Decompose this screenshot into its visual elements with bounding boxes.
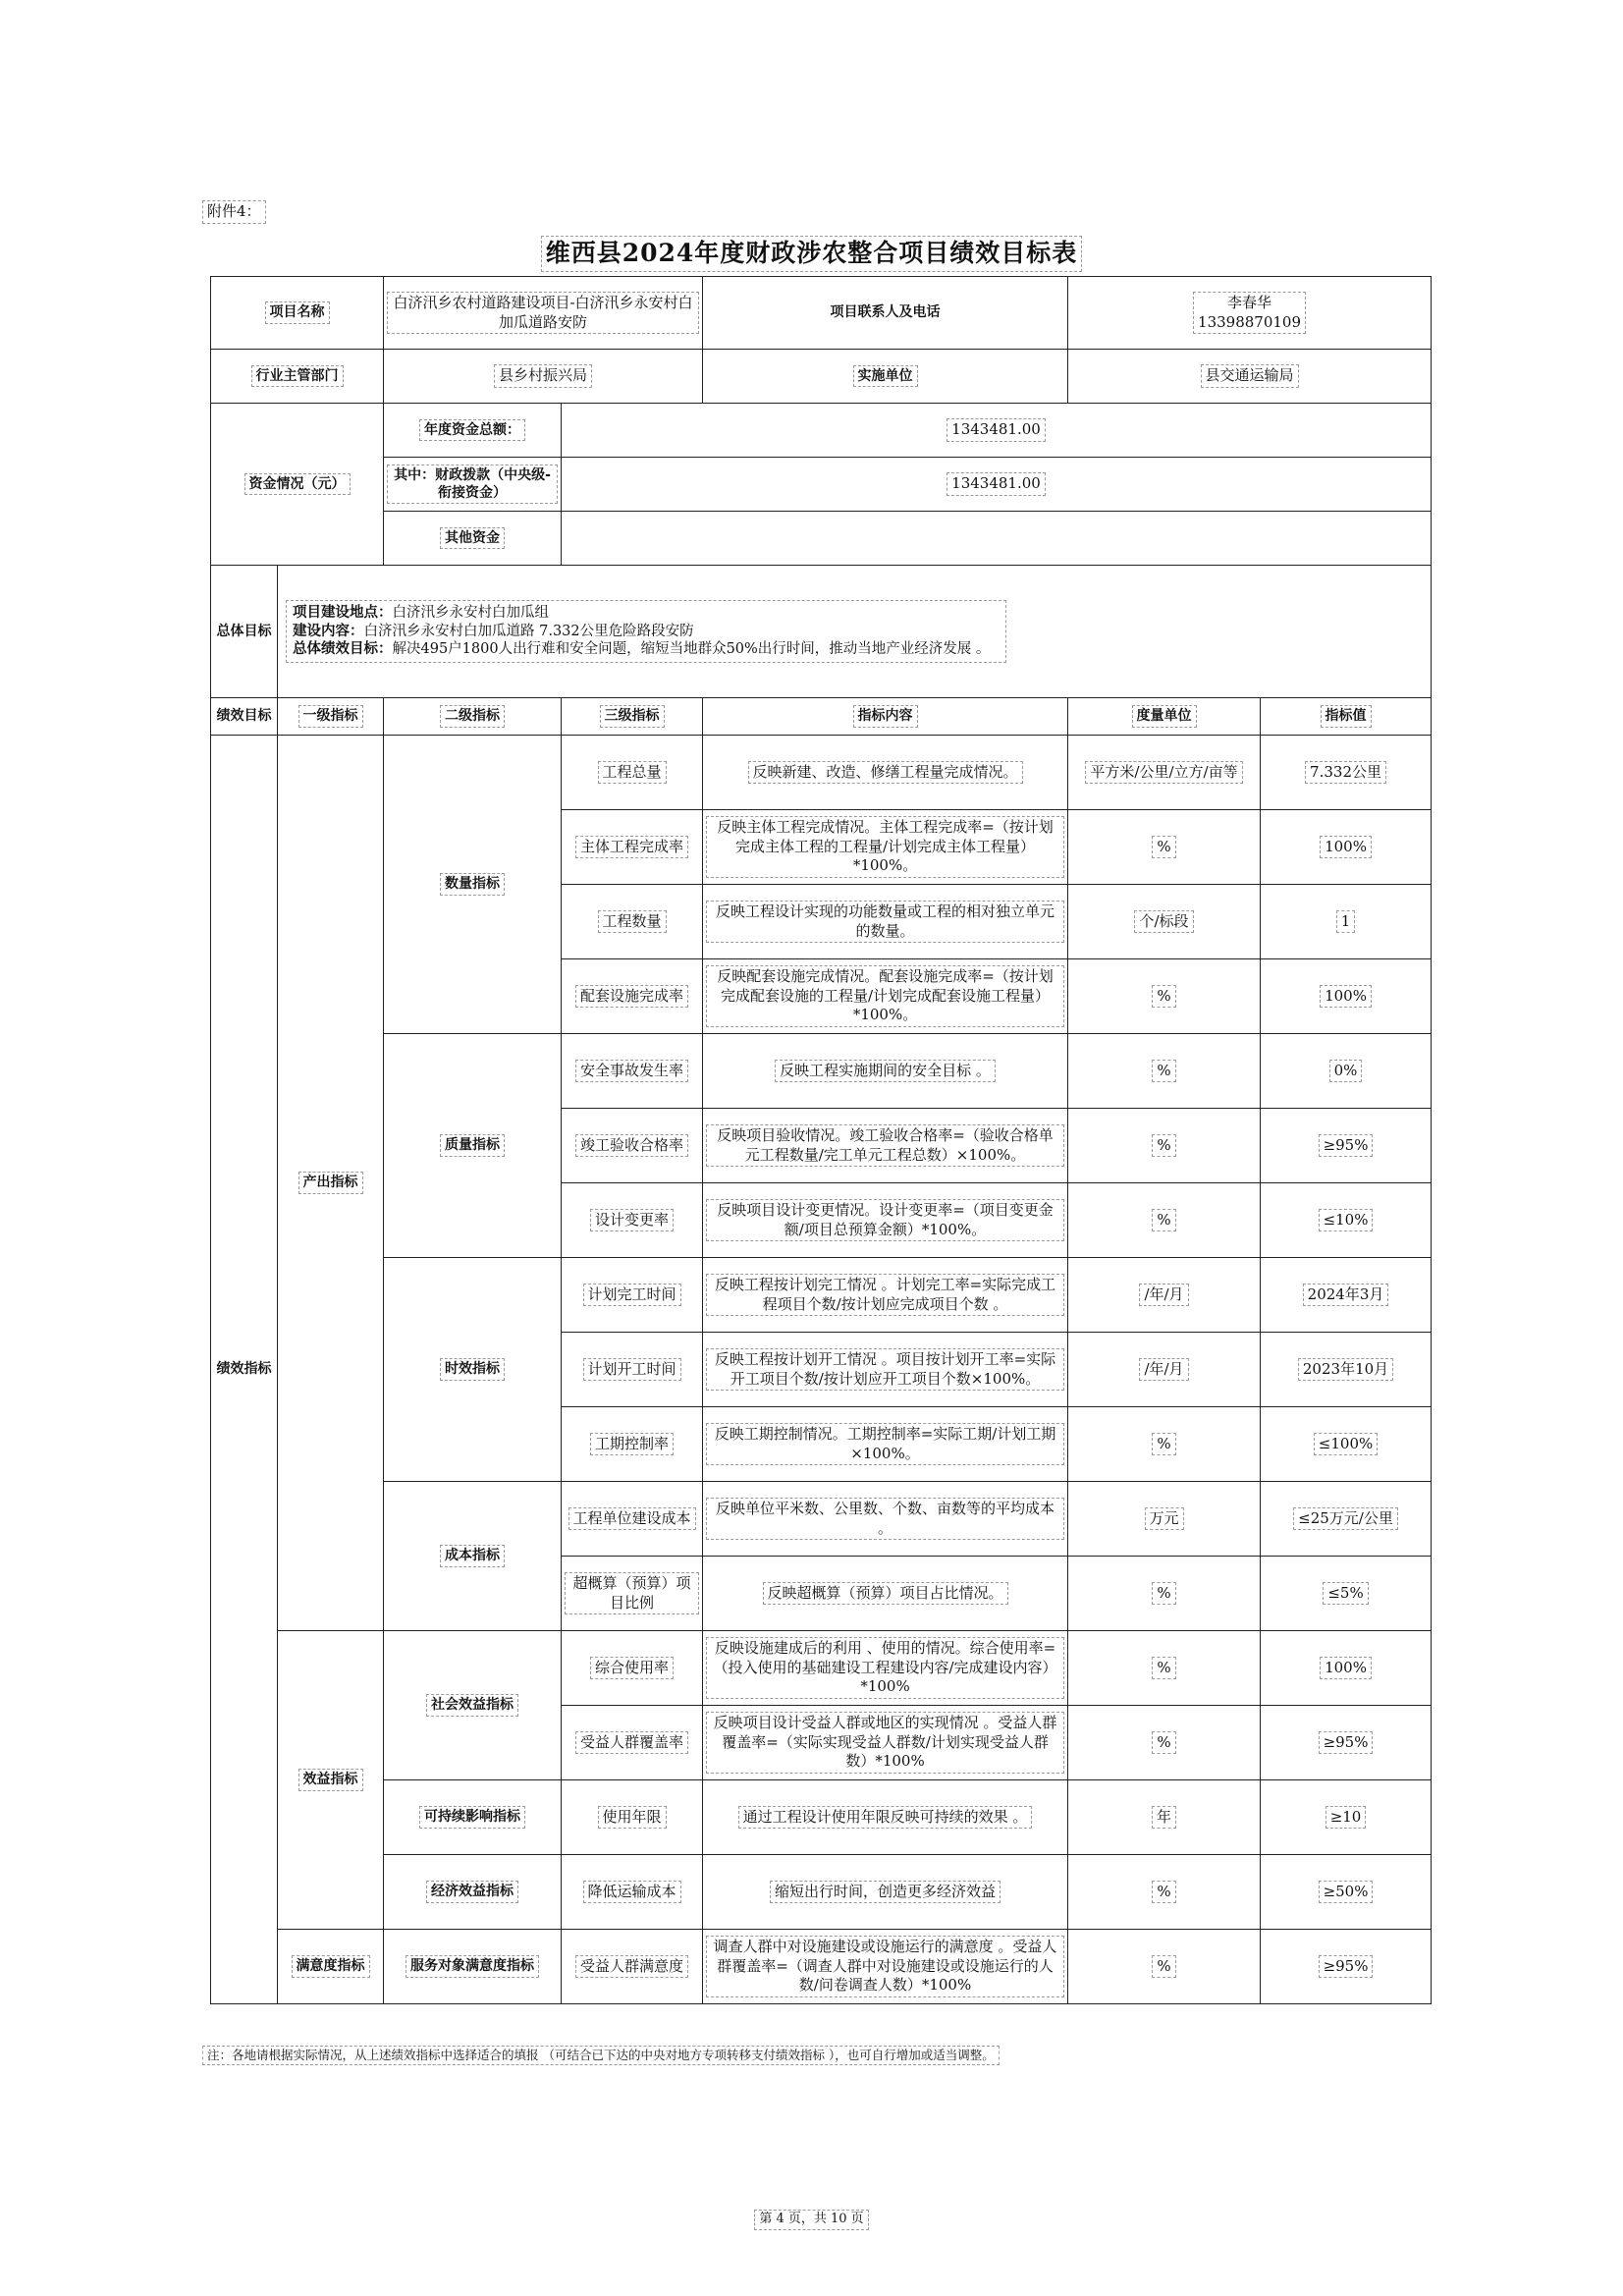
- funds-fiscal-label: 其中：财政拨款（中央级-衔接资金）: [387, 465, 558, 504]
- row-unit: %: [1152, 1433, 1175, 1456]
- row-unit: 平方米/公里/立方/亩等: [1085, 761, 1242, 785]
- header-col4: 指标内容: [853, 705, 918, 727]
- funds-other-row: [211, 512, 1432, 566]
- content-line: 建设内容：白济汛乡永安村白加瓜道路 7.332公里危险路段安防: [293, 623, 694, 639]
- project-name-value: 白济汛乡农村道路建设项目-白济汛乡永安村白加瓜道路安防: [387, 292, 699, 334]
- row-unit: %: [1152, 1731, 1175, 1755]
- table-row: [211, 1780, 1432, 1855]
- row-content: 反映超概算（预算）项目占比情况。: [763, 1582, 1008, 1606]
- project-name-label: 项目名称: [265, 301, 330, 323]
- header-col2: 二级指标: [440, 705, 505, 727]
- contact-label: 项目联系人及电话: [830, 304, 941, 321]
- table-row: [211, 1034, 1432, 1109]
- row-value: 2023年10月: [1298, 1358, 1393, 1382]
- location-line: 项目建设地点：白济汛乡永安村白加瓜组: [293, 604, 549, 621]
- table-row: [211, 1258, 1432, 1333]
- row-content: 反映主体工程完成情况。主体工程完成率=（按计划完成主体工程的工程量/计划完成主体工程量）*100%。: [706, 816, 1064, 878]
- row-unit: %: [1152, 1134, 1175, 1158]
- row-value: 100%: [1320, 985, 1372, 1009]
- header-row: [211, 698, 1432, 736]
- row-name: 主体工程完成率: [575, 836, 688, 859]
- row-content: 反映项目验收情况。竣工验收合格率=（验收合格单元工程数量/完工单元工程总数）×100%。: [706, 1124, 1064, 1167]
- dept-value: 县乡村振兴局: [494, 364, 592, 388]
- row-unit: 年: [1152, 1806, 1176, 1830]
- row-unit: %: [1152, 985, 1175, 1009]
- row-unit: /年/月: [1139, 1284, 1188, 1307]
- table-row: [211, 1631, 1432, 1706]
- perf-label: 绩效指标: [211, 736, 278, 2004]
- overall-goal-row: [211, 566, 1432, 698]
- row-name: 竣工验收合格率: [575, 1134, 688, 1158]
- header-col3: 三级指标: [600, 705, 665, 727]
- header-col1: 一级指标: [298, 705, 363, 727]
- row-content: 反映工程实施期间的安全目标 。: [775, 1060, 996, 1083]
- funds-other-label: 其他资金: [440, 527, 505, 549]
- page-title: 维西县2024年度财政涉农整合项目绩效目标表: [0, 236, 1623, 272]
- table-row: [211, 1482, 1432, 1557]
- funds-fiscal-row: [211, 458, 1432, 512]
- dept-row: [211, 350, 1432, 404]
- row-value: 100%: [1320, 1657, 1372, 1680]
- row-content: 缩短出行时间，创造更多经济效益: [770, 1881, 1001, 1904]
- row-value: 7.332公里: [1305, 761, 1386, 785]
- funds-total-label: 年度资金总额：: [419, 419, 525, 441]
- row-name: 计划开工时间: [583, 1358, 681, 1382]
- row-value: 1: [1336, 910, 1356, 934]
- row-unit: %: [1152, 1955, 1175, 1979]
- row-content: 反映工程设计实现的功能数量或工程的相对独立单元的数量。: [706, 901, 1064, 943]
- table-row: [211, 736, 1432, 810]
- page-number: 第 4 页，共 10 页: [0, 2210, 1623, 2230]
- row-value: ≤25万元/公里: [1293, 1507, 1398, 1531]
- funds-label: 资金情况（元）: [244, 473, 351, 495]
- level1-benefit: 效益指标: [298, 1769, 363, 1790]
- table-row: [211, 1855, 1432, 1930]
- row-name: 降低运输成本: [583, 1881, 681, 1904]
- row-unit: 个/标段: [1134, 910, 1193, 934]
- row-name: 超概算（预算）项目比例: [565, 1572, 699, 1614]
- level2-quality: 质量指标: [440, 1134, 505, 1156]
- row-name: 计划完工时间: [583, 1284, 681, 1307]
- row-value: ≥50%: [1319, 1881, 1374, 1904]
- goal-line: 总体绩效目标：解决495户1800人出行难和安全问题，缩短当地群众50%出行时间，推动当地产业经济发展 。: [293, 641, 991, 658]
- row-content: 通过工程设计使用年限反映可持续的效果 。: [738, 1806, 1033, 1830]
- level2-quantity: 数量指标: [440, 873, 505, 895]
- impl-label: 实施单位: [853, 365, 918, 387]
- funds-fiscal-value: 1343481.00: [947, 472, 1046, 496]
- row-name: 工期控制率: [590, 1433, 674, 1456]
- row-value: ≥95%: [1319, 1955, 1374, 1979]
- funds-other-value: [562, 512, 1432, 566]
- row-name: 受益人群覆盖率: [575, 1731, 688, 1755]
- level2-timeliness: 时效指标: [440, 1358, 505, 1380]
- row-value: ≥10: [1325, 1806, 1367, 1830]
- row-value: ≤5%: [1323, 1582, 1368, 1606]
- row-name: 设计变更率: [590, 1209, 674, 1232]
- row-content: 反映设施建成后的利用 、使用的情况。综合使用率=（投入使用的基础建设工程建设内容/完成建设内容）*100%: [706, 1637, 1064, 1699]
- row-name: 配套设施完成率: [575, 985, 688, 1009]
- overall-goal-box: [286, 600, 1006, 664]
- row-name: 综合使用率: [590, 1657, 674, 1680]
- level2-service: 服务对象满意度指标: [406, 1955, 539, 1977]
- header-col0: 绩效目标: [211, 698, 278, 736]
- row-content: 反映项目设计变更情况。设计变更率=（项目变更金额/项目总预算金额）*100%。: [706, 1199, 1064, 1241]
- row-unit: %: [1152, 836, 1175, 859]
- row-value: ≤100%: [1314, 1433, 1378, 1456]
- row-unit: /年/月: [1139, 1358, 1188, 1382]
- row-unit: %: [1152, 1209, 1175, 1232]
- row-value: ≥95%: [1319, 1134, 1374, 1158]
- table-row: [211, 1930, 1432, 2004]
- level1-output: 产出指标: [298, 1172, 363, 1193]
- row-value: 2024年3月: [1303, 1284, 1389, 1307]
- row-content: 反映单位平米数、公里数、个数、亩数等的平均成本 。: [706, 1498, 1064, 1540]
- row-unit: %: [1152, 1582, 1175, 1606]
- row-content: 反映项目设计受益人群或地区的实现情况 。受益人群覆盖率=（实际实现受益人群数/计划实现受益人群数）*100%: [706, 1712, 1064, 1774]
- row-unit: 万元: [1145, 1507, 1184, 1531]
- footnote: 注：各地请根据实际情况，从上述绩效指标中选择适合的填报 （可结合已下达的中央对地方专项转移支付绩效指标 ），也可自行增加或适当调整。: [202, 2046, 1000, 2065]
- row-value: ≤10%: [1319, 1209, 1374, 1232]
- row-content: 反映工程按计划开工情况 。项目按计划开工率=实际开工项目个数/按计划应开工项目个数×100%。: [706, 1348, 1064, 1391]
- row-name: 工程数量: [598, 910, 667, 934]
- level2-economic: 经济效益指标: [426, 1881, 518, 1902]
- row-content: 调查人群中对设施建设或设施运行的满意度 。受益人群覆盖率=（调查人群中对设施建设或设施运行的人数/问卷调查人数）*100%: [706, 1936, 1064, 1997]
- row-name: 使用年限: [598, 1806, 667, 1830]
- funds-total-value: 1343481.00: [947, 418, 1046, 442]
- contact-value: 李春华 13398870109: [1193, 292, 1306, 334]
- row-value: ≥95%: [1319, 1731, 1374, 1755]
- row-name: 受益人群满意度: [575, 1955, 688, 1979]
- funds-total-row: [211, 404, 1432, 458]
- row-content: 反映工期控制情况。工期控制率=实际工期/计划工期×100%。: [706, 1423, 1064, 1465]
- project-name-row: [211, 277, 1432, 350]
- row-name: 工程总量: [598, 761, 667, 785]
- row-content: 反映配套设施完成情况。配套设施完成率=（按计划完成配套设施的工程量/计划完成配套设施工程量）*100%。: [706, 965, 1064, 1027]
- header-col5: 度量单位: [1132, 705, 1197, 727]
- row-value: 100%: [1320, 836, 1372, 859]
- attachment-label: 附件4：: [202, 200, 266, 224]
- impl-value: 县交通运输局: [1201, 364, 1299, 388]
- level2-social: 社会效益指标: [426, 1694, 518, 1716]
- row-content: 反映新建、改造、修缮工程量完成情况。: [748, 761, 1023, 785]
- level2-cost: 成本指标: [440, 1545, 505, 1566]
- level2-sustain: 可持续影响指标: [419, 1806, 525, 1828]
- row-unit: %: [1152, 1881, 1175, 1904]
- row-unit: %: [1152, 1657, 1175, 1680]
- row-name: 安全事故发生率: [575, 1060, 688, 1083]
- row-content: 反映工程按计划完工情况 。计划完工率=实际完成工程项目个数/按计划应完成项目个数 。: [706, 1274, 1064, 1316]
- header-col6: 指标值: [1321, 705, 1372, 727]
- overall-goal-label: 总体目标: [211, 566, 278, 698]
- row-unit: %: [1152, 1060, 1175, 1083]
- performance-table: [210, 276, 1432, 2004]
- row-name: 工程单位建设成本: [568, 1507, 696, 1531]
- row-value: 0%: [1329, 1060, 1363, 1083]
- level1-satisfaction: 满意度指标: [292, 1955, 370, 1977]
- dept-label: 行业主管部门: [251, 365, 344, 387]
